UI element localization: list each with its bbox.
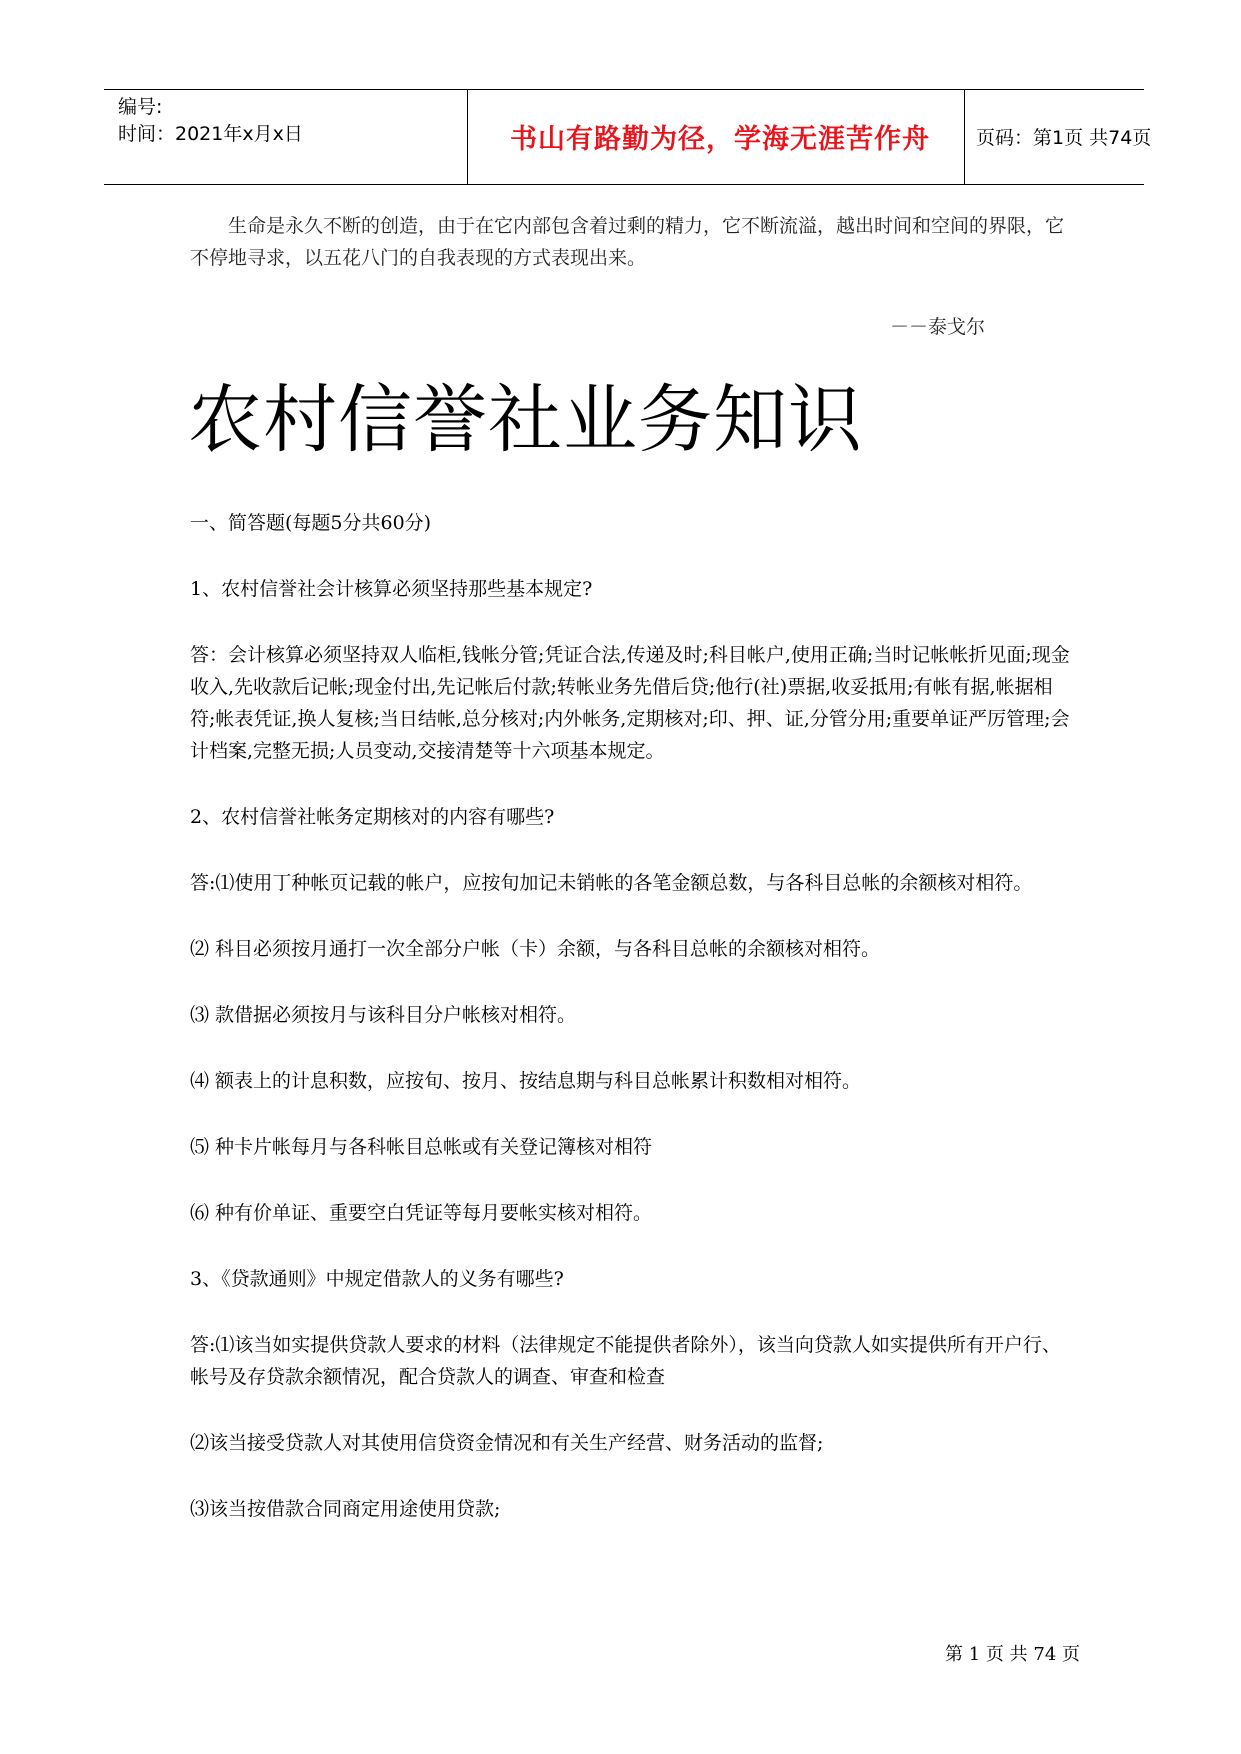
answer-item: ⑶该当按借款合同商定用途使用贷款; xyxy=(190,1498,501,1520)
document-time: 时间：2021年x月x日 xyxy=(118,123,303,145)
answer-item: ⑹ 种有价单证、重要空白凭证等每月要帐实核对相符。 xyxy=(190,1202,653,1224)
answer: 答：会计核算必须坚持双人临柜,钱帐分管;凭证合法,传递及时;科目帐户,使用正确;当时记帐帐折见面;现金收入,先收款后记帐;现金付出,先记帐后付款;转帐业务先借后贷;他行(社)票据,收妥抵用;有帐有据,帐据相符;帐表凭证,换人复核;当日结帐,总分核对;内外帐务,定期核对;印、押、证,分管分用;重要单证严厉管理;会计档案,完整无损;人员变动,交接清楚等十六项基本规定。 xyxy=(190,644,1070,762)
answer: 答:⑴使用丁种帐页记载的帐户，应按旬加记未销帐的各笔金额总数，与各科目总帐的余额核对相符。 xyxy=(190,872,1033,894)
page-header xyxy=(104,89,1152,185)
page-footer: 第 1 页 共 74 页 xyxy=(945,1644,1080,1665)
answer-item: ⑵ 科目必须按月通打一次全部分户帐（卡）余额，与各科目总帐的余额核对相符。 xyxy=(190,938,881,960)
question: 1、农村信誉社会计核算必须坚持那些基本规定? xyxy=(190,578,593,600)
answer-item: ⑷ 额表上的计息积数，应按旬、按月、按结息期与科目总帐累计积数相对相符。 xyxy=(190,1070,862,1092)
header-divider xyxy=(964,90,965,184)
header-divider xyxy=(467,90,468,184)
document-number-label: 编号: xyxy=(118,96,163,118)
epigraph-author: －－泰戈尔 xyxy=(890,316,986,338)
header-motto: 书山有路勤为径，学海无涯苦作舟 xyxy=(510,123,930,155)
answer: 答:⑴该当如实提供贷款人要求的材料（法律规定不能提供者除外），该当向贷款人如实提供所有开户行、帐号及存贷款余额情况，配合贷款人的调查、审查和检查 xyxy=(190,1334,1061,1388)
document-body xyxy=(190,507,1070,1525)
epigraph xyxy=(190,210,1070,274)
answer-item: ⑵该当接受贷款人对其使用信贷资金情况和有关生产经营、财务活动的监督; xyxy=(190,1432,824,1454)
question: 2、农村信誉社帐务定期核对的内容有哪些? xyxy=(190,806,555,828)
document-title: 农村信誉社业务知识 xyxy=(188,377,863,463)
question: 3、《贷款通则》中规定借款人的义务有哪些? xyxy=(190,1268,564,1290)
epigraph-text: 生命是永久不断的创造，由于在它内部包含着过剩的精力，它不断流溢，越出时间和空间的界限，它不停地寻求，以五花八门的自我表现的方式表现出来。 xyxy=(190,215,1065,269)
header-page-number: 页码：第1页 共74页 xyxy=(976,126,1152,149)
header-meta xyxy=(118,94,458,148)
section-heading: 一、简答题(每题5分共60分) xyxy=(190,512,432,534)
answer-item: ⑸ 种卡片帐每月与各科帐目总帐或有关登记簿核对相符 xyxy=(190,1136,653,1158)
answer-item: ⑶ 款借据必须按月与该科目分户帐核对相符。 xyxy=(190,1004,577,1026)
